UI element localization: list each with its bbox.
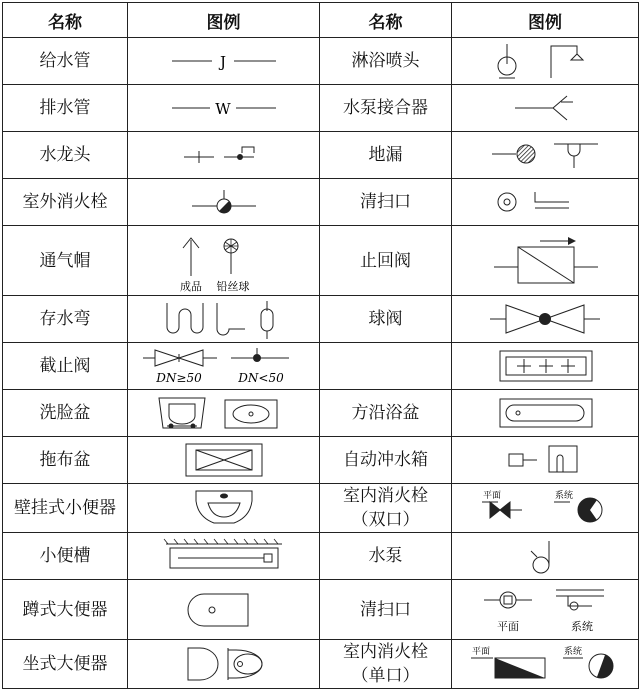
vent-cap-icon bbox=[128, 226, 320, 296]
table-row bbox=[3, 484, 639, 533]
outdoor-hydrant-icon bbox=[128, 179, 320, 226]
cell-name: 清扫口 bbox=[320, 580, 452, 640]
cell-name: 坐式大便器 bbox=[3, 640, 128, 689]
floor-drain-icon bbox=[452, 132, 639, 179]
header-name-right: 名称 bbox=[320, 3, 452, 38]
header-figure-right: 图例 bbox=[452, 3, 639, 38]
wall-urinal-icon bbox=[128, 484, 320, 533]
double-hydrant-icon bbox=[452, 484, 639, 533]
globe-valve-icon bbox=[128, 343, 320, 390]
table-row bbox=[3, 296, 639, 343]
cell-name: 室内消火栓 bbox=[343, 642, 428, 662]
header-figure-left: 图例 bbox=[128, 3, 320, 38]
cell-name: 蹲式大便器 bbox=[3, 580, 128, 640]
hydrant-plan-label: 平面 bbox=[482, 491, 502, 501]
globe-small-label: DN<50 bbox=[237, 371, 284, 385]
cell-name: 球阀 bbox=[320, 296, 452, 343]
table-row bbox=[3, 390, 639, 437]
table-row bbox=[3, 437, 639, 484]
header-row bbox=[3, 3, 639, 38]
shower-head-icon bbox=[452, 38, 639, 85]
cell-name-sub: （双口） bbox=[351, 510, 420, 530]
cell-name bbox=[320, 343, 452, 390]
header-name-left: 名称 bbox=[3, 3, 128, 38]
cell-name: 拖布盆 bbox=[3, 437, 128, 484]
table-row bbox=[3, 226, 639, 296]
water-supply-label: J bbox=[219, 53, 226, 71]
check-valve-icon bbox=[452, 226, 639, 296]
sitting-toilet-icon bbox=[128, 640, 320, 689]
auto-flush-tank-icon bbox=[452, 437, 639, 484]
cell-name: 通气帽 bbox=[3, 226, 128, 296]
pump-adapter-icon bbox=[452, 85, 639, 132]
legend-table bbox=[2, 2, 639, 689]
squat-toilet-icon bbox=[128, 580, 320, 640]
cell-name: 淋浴喷头 bbox=[320, 38, 452, 85]
cell-name: 水泵接合器 bbox=[320, 85, 452, 132]
water-supply-pipe-icon bbox=[128, 38, 320, 85]
trap-icon bbox=[128, 296, 320, 343]
washbasin-icon bbox=[128, 390, 320, 437]
single-plan-label: 平面 bbox=[471, 647, 491, 657]
table-row bbox=[3, 132, 639, 179]
cell-name: 洗脸盆 bbox=[3, 390, 128, 437]
urinal-trough-icon bbox=[128, 533, 320, 580]
single-system-label: 系统 bbox=[563, 647, 583, 657]
cell-name: 自动冲水箱 bbox=[320, 437, 452, 484]
globe-large-label: DN≥50 bbox=[155, 371, 202, 385]
cell-name: 室外消火栓 bbox=[3, 179, 128, 226]
table-row bbox=[3, 580, 639, 640]
faucet-icon bbox=[128, 132, 320, 179]
square-edge-bathtub-icon bbox=[452, 390, 639, 437]
cell-name-sub: （单口） bbox=[351, 666, 420, 686]
ball-valve-icon bbox=[452, 296, 639, 343]
cell-name: 室内消火栓 bbox=[343, 486, 428, 506]
cell-name: 水龙头 bbox=[3, 132, 128, 179]
cell-name: 壁挂式小便器 bbox=[3, 484, 128, 533]
table-row bbox=[3, 640, 639, 689]
table-row bbox=[3, 85, 639, 132]
cell-name: 截止阀 bbox=[3, 343, 128, 390]
table-row bbox=[3, 533, 639, 580]
table-row bbox=[3, 38, 639, 85]
table-row bbox=[3, 343, 639, 390]
cleanout-2-icon bbox=[452, 580, 639, 640]
table-row bbox=[3, 179, 639, 226]
single-hydrant-icon bbox=[452, 640, 639, 689]
vent-finished-label: 成品 bbox=[179, 279, 202, 293]
vent-wire-label: 铅丝球 bbox=[216, 279, 249, 293]
cell-name: 排水管 bbox=[3, 85, 128, 132]
cell-name: 给水管 bbox=[3, 38, 128, 85]
bathtub-grid-icon bbox=[452, 343, 639, 390]
drain-pipe-icon bbox=[128, 85, 320, 132]
cleanout-system-label: 系统 bbox=[571, 619, 593, 633]
cell-name: 小便槽 bbox=[3, 533, 128, 580]
mop-sink-icon bbox=[128, 437, 320, 484]
pump-icon bbox=[452, 533, 639, 580]
drain-label: W bbox=[214, 100, 231, 118]
cell-name: 存水弯 bbox=[3, 296, 128, 343]
cell-name: 清扫口 bbox=[320, 179, 452, 226]
cell-name: 地漏 bbox=[320, 132, 452, 179]
cell-name: 水泵 bbox=[320, 533, 452, 580]
hydrant-system-label: 系统 bbox=[554, 491, 574, 501]
cell-name: 方沿浴盆 bbox=[320, 390, 452, 437]
cleanout-icon bbox=[452, 179, 639, 226]
cell-name: 止回阀 bbox=[320, 226, 452, 296]
cleanout-plan-label: 平面 bbox=[497, 619, 519, 633]
